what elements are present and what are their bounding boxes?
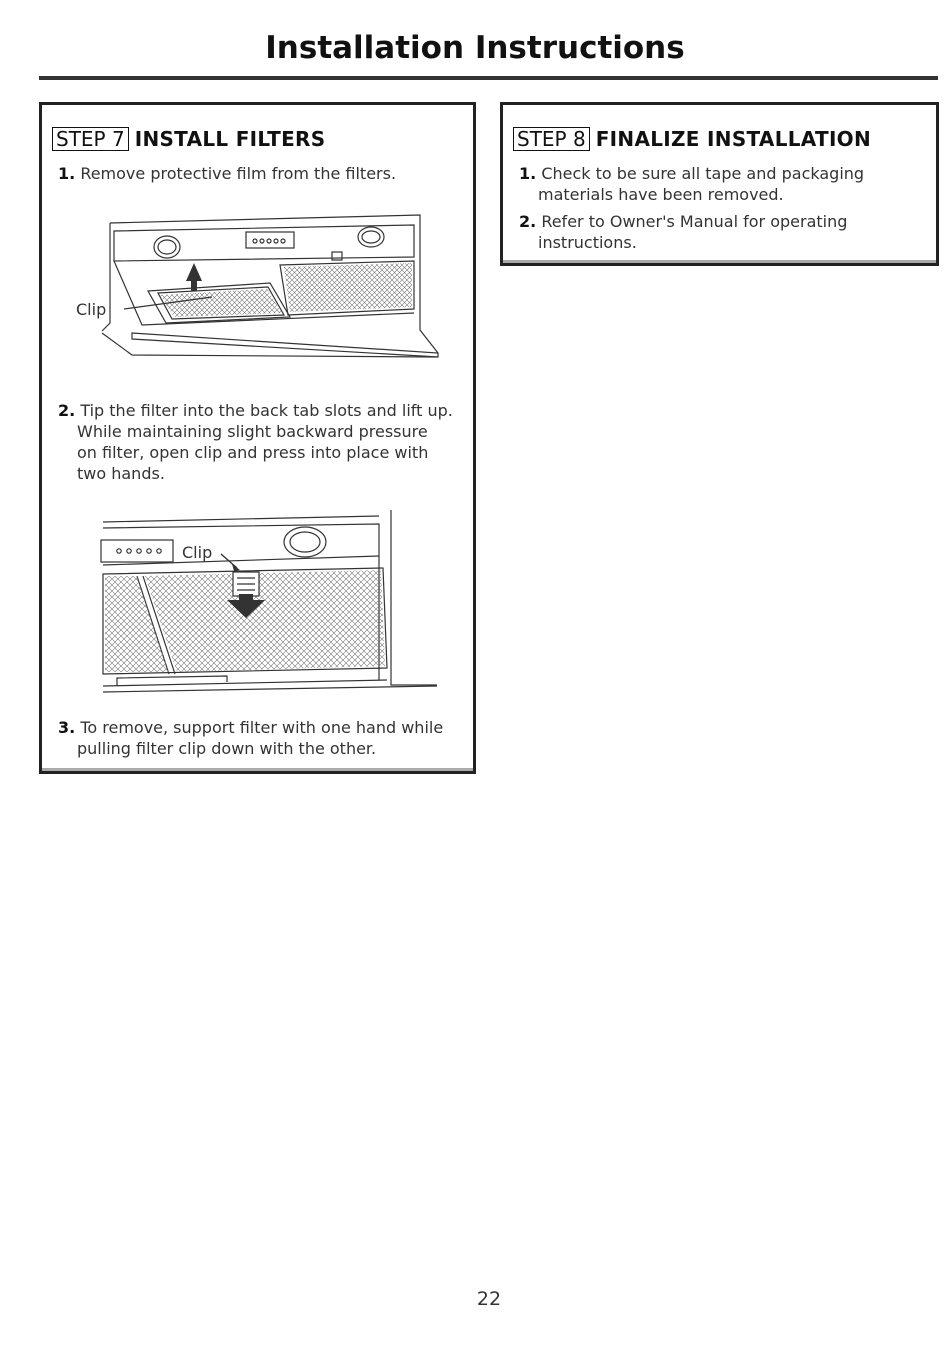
step8-panel	[500, 102, 939, 266]
step7-panel	[39, 102, 476, 774]
diagram2-clip-label: Clip	[182, 543, 213, 562]
step7-item-1-text: Remove protective film from the filters.	[80, 164, 397, 183]
step8-item-1-line-1: Check to be sure all tape and packaging	[541, 164, 865, 183]
step7-item-2-number: 2.	[58, 401, 76, 420]
filter-install-diagram	[62, 205, 442, 375]
step7-item-1-number: 1.	[58, 164, 76, 183]
step7-item-1	[58, 163, 396, 184]
page-number: 22	[476, 1288, 502, 1310]
step7-item-2-line-3: on filter, open clip and press into place with	[77, 443, 429, 462]
step7-item-2-line-2: While maintaining slight backward pressure	[77, 422, 428, 441]
filter-clip-diagram	[97, 510, 447, 700]
step7-item-2-line-1: Tip the filter into the back tab slots and lift up.	[80, 401, 453, 420]
step7-heading	[52, 127, 325, 151]
step7-item-3-number: 3.	[58, 718, 76, 737]
step8-item-2-line-1: Refer to Owner's Manual for operating	[541, 212, 848, 231]
step7-item-3-line-2: pulling filter clip down with the other.	[77, 739, 377, 758]
step7-item-2-line-4: two hands.	[77, 464, 165, 483]
step8-item-1-number: 1.	[519, 164, 537, 183]
step8-item-2-line-2: instructions.	[538, 233, 637, 252]
step8-item-2	[519, 211, 847, 253]
page-title: Installation Instructions	[265, 30, 685, 66]
step7-title: INSTALL FILTERS	[134, 127, 326, 151]
step8-heading	[513, 127, 871, 151]
step8-title: FINALIZE INSTALLATION	[595, 127, 872, 151]
step7-item-3-line-1: To remove, support filter with one hand while	[80, 718, 444, 737]
step8-item-1	[519, 163, 864, 205]
step8-item-2-number: 2.	[519, 212, 537, 231]
title-rule	[39, 76, 938, 80]
step7-item-2	[58, 400, 453, 484]
diagram1-clip-label: Clip	[76, 300, 107, 319]
step7-item-3	[58, 717, 443, 759]
step7-label: STEP 7	[52, 127, 129, 151]
step8-item-1-line-2: materials have been removed.	[538, 185, 784, 204]
step8-label: STEP 8	[513, 127, 590, 151]
